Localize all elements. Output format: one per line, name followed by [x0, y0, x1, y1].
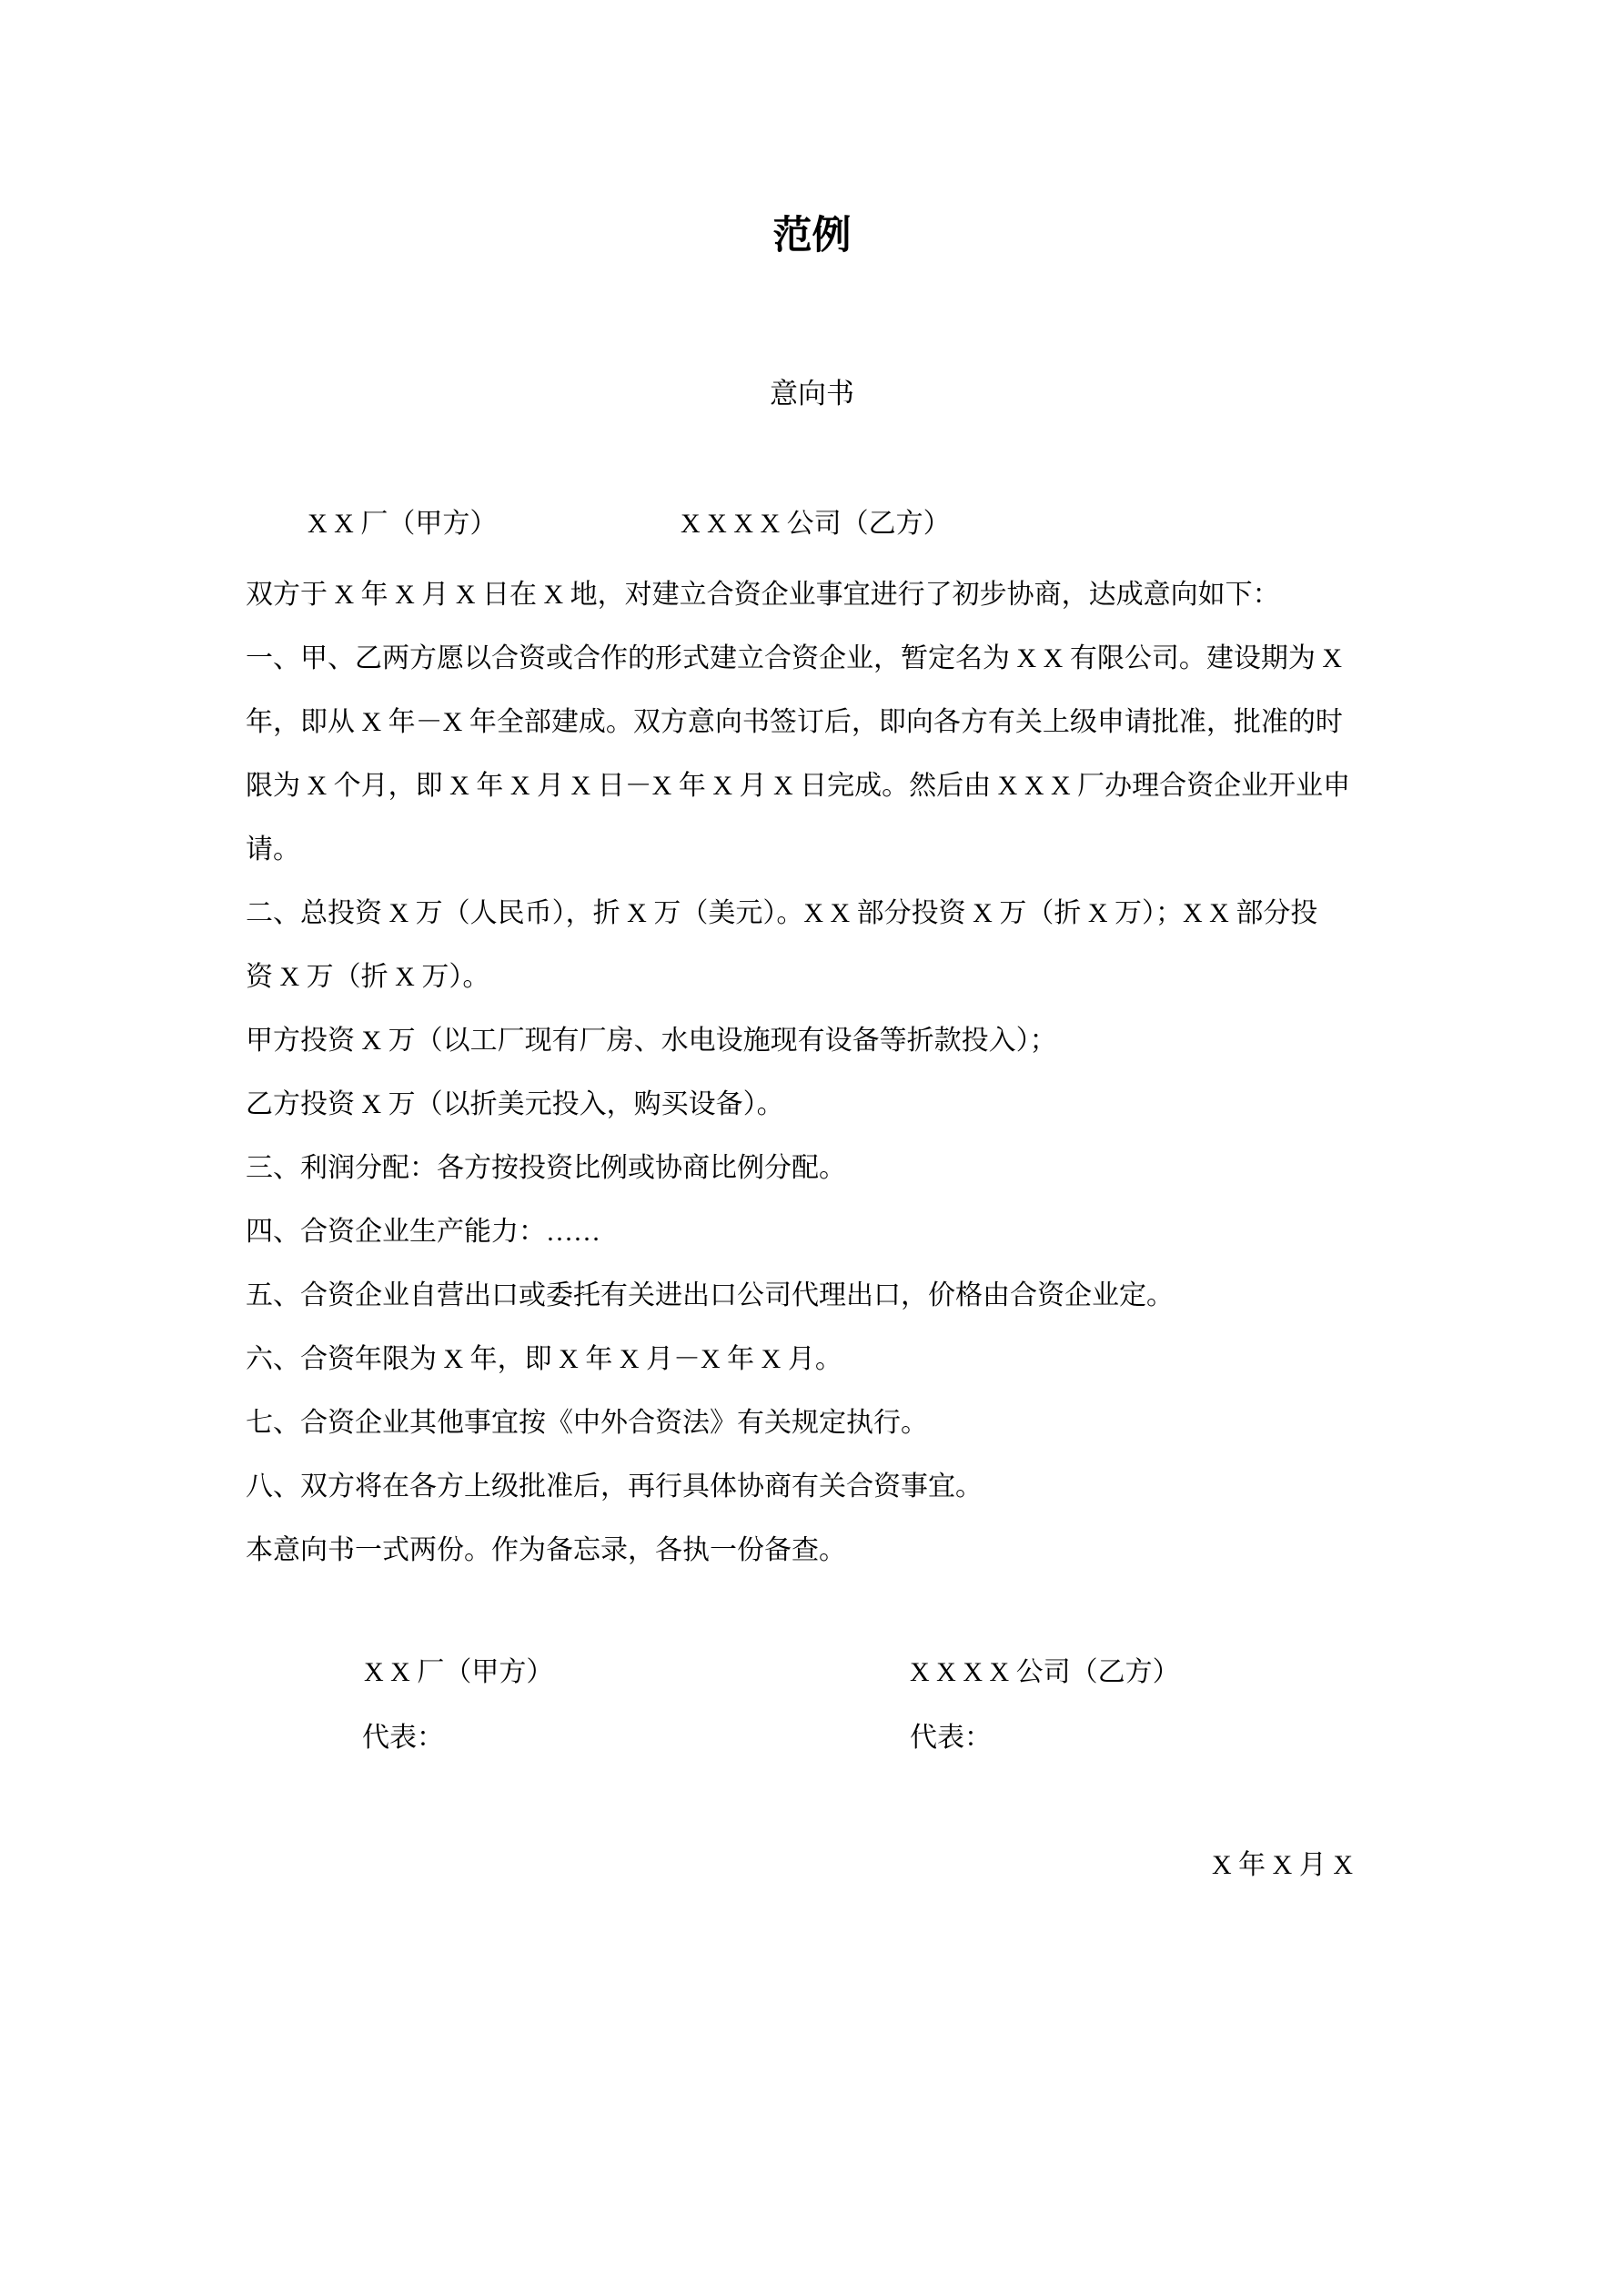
body-line: 年，即从 X 年－X 年全部建成。双方意向书签订后，即向各方有关上级申请批准，批准的时 — [246, 707, 1343, 737]
body-line: 八、双方将在各方上级批准后，再行具体协商有关合资事宜。 — [246, 1472, 983, 1502]
body-line: 请。 — [246, 834, 300, 865]
doc-subtitle: 意向书 — [770, 378, 854, 410]
body-line: 六、合资年限为 X 年，即 X 年 X 月－X 年 X 月。 — [246, 1344, 842, 1374]
body-line: 限为 X 个月，即 X 年 X 月 X 日－X 年 X 月 X 日完成。然后由 X X X 厂办理合资企业开业申 — [246, 771, 1351, 801]
signature-rep-label-b: 代表： — [910, 1723, 992, 1753]
body-line: 一、甲、乙两方愿以合资或合作的形式建立合资企业，暂定名为 X X 有限公司。建设期为 X — [246, 643, 1342, 673]
intro-party-a: X X 厂（甲方） — [308, 509, 498, 539]
signature-rep-label-a: 代表： — [362, 1723, 444, 1753]
body-line: 三、利润分配：各方按投资比例或协商比例分配。 — [246, 1153, 846, 1183]
page-title: 范例 — [772, 215, 852, 258]
body-line: 本意向书一式两份。作为备忘录，各执一份备查。 — [246, 1535, 846, 1565]
body-line: 四、合资企业生产能力：…… — [246, 1217, 600, 1247]
body-line: 资 X 万（折 X 万）。 — [246, 962, 490, 992]
intro-party-b: X X X X 公司（乙方） — [681, 509, 951, 539]
body-line: 七、合资企业其他事宜按《中外合资法》有关规定执行。 — [246, 1408, 928, 1438]
body-line: 双方于 X 年 X 月 X 日在 X 地，对建立合资企业事宜进行了初步协商，达成意向如下： — [246, 580, 1280, 610]
signature-party-b: X X X X 公司（乙方） — [910, 1657, 1180, 1687]
document-date: X 年 X 月 X — [1212, 1850, 1353, 1880]
body-line: 五、合资企业自营出口或委托有关进出口公司代理出口，价格由合资企业定。 — [246, 1280, 1174, 1310]
body-line: 甲方投资 X 万（以工厂现有厂房、水电设施现有设备等折款投入）； — [246, 1026, 1057, 1056]
signature-party-a: X X 厂（甲方） — [364, 1657, 554, 1687]
body-line: 二、总投资 X 万（人民币），折 X 万（美元）。X X 部分投资 X 万（折 X 万）；X X 部分投 — [246, 898, 1318, 928]
body-line: 乙方投资 X 万（以折美元投入，购买设备）。 — [246, 1089, 784, 1119]
